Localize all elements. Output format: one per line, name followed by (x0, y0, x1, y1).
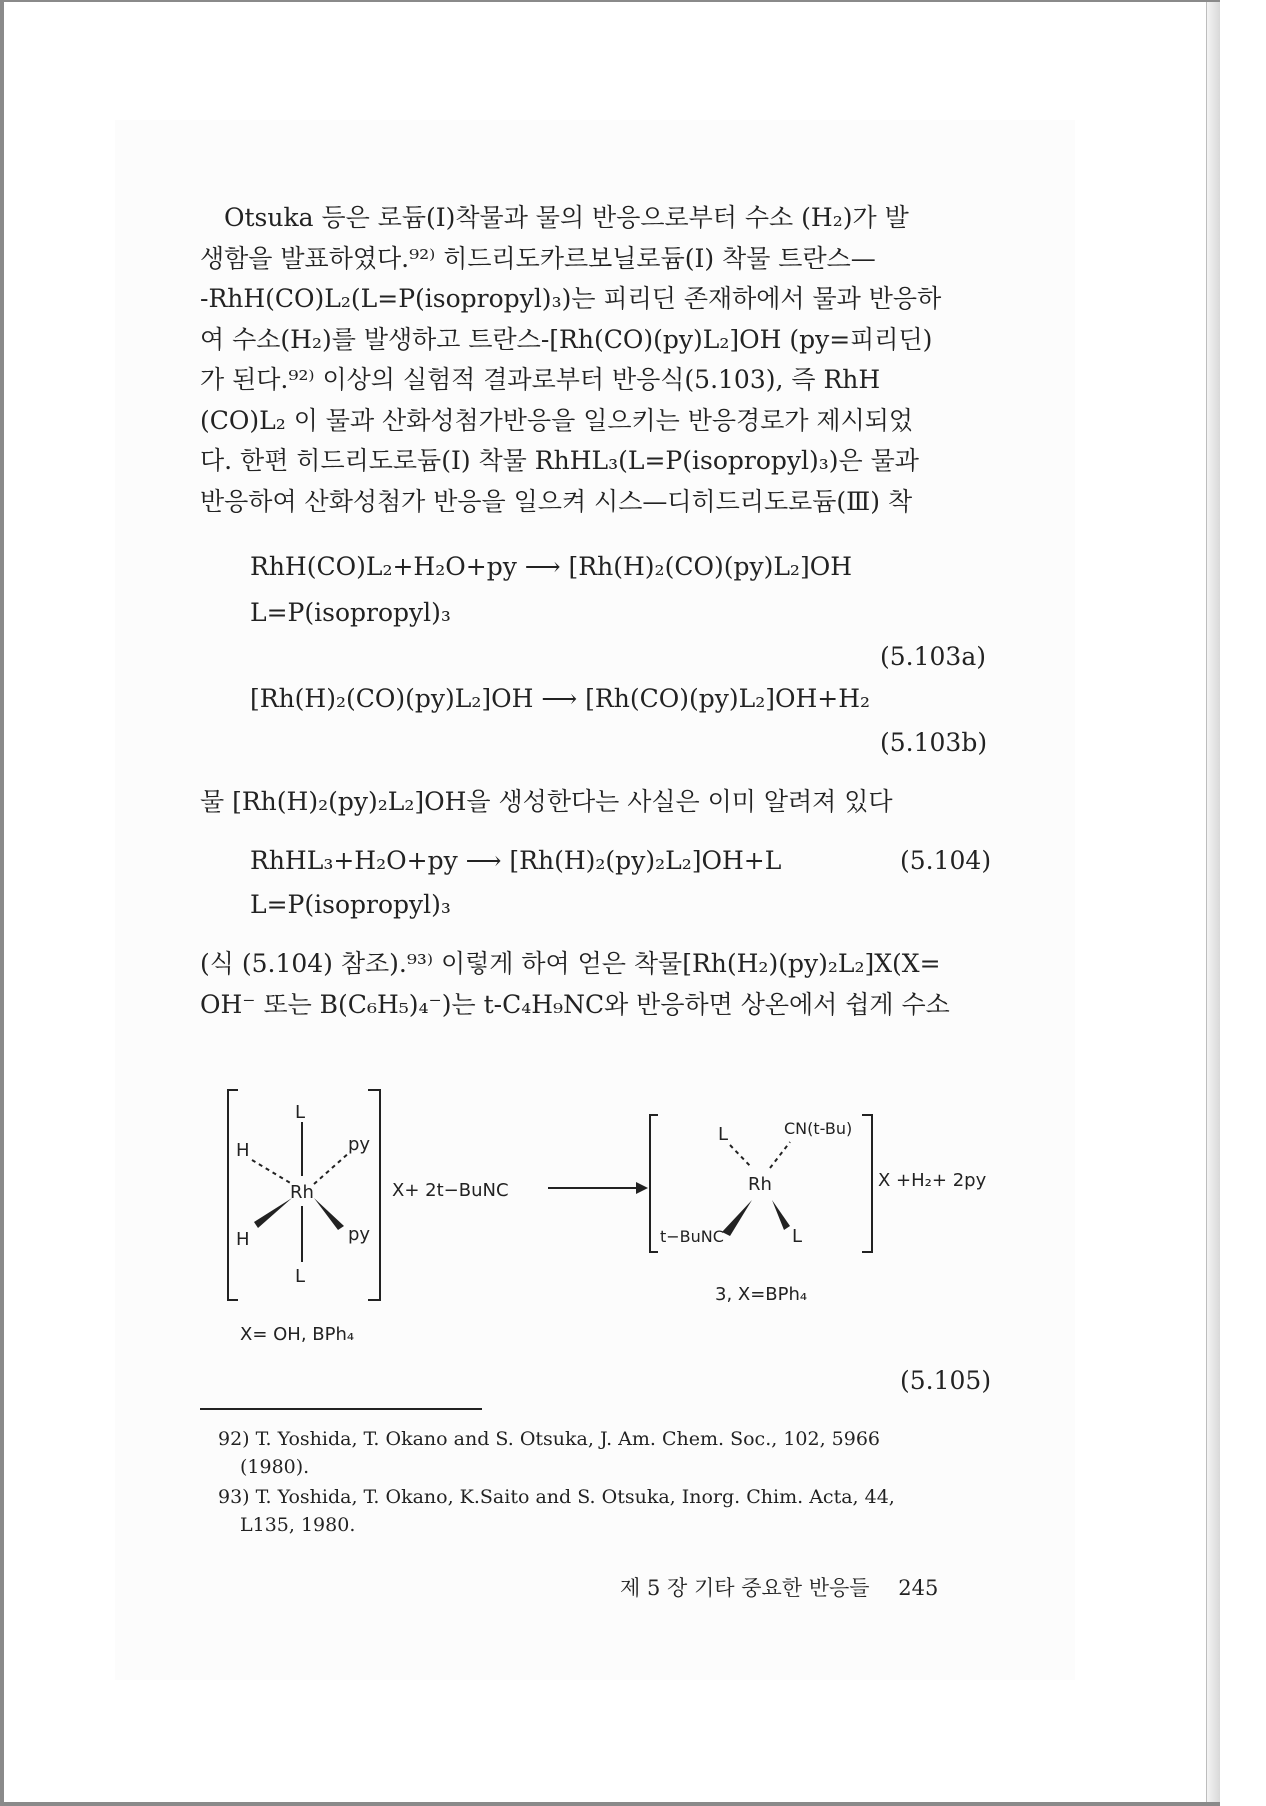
page-footer (620, 1572, 938, 1602)
bond-rh-cn-right (770, 1142, 790, 1168)
equation-103b-line1: [Rh(H)₂(CO)(py)L₂]OH ⟶ [Rh(CO)(py)L₂]OH+H₂ (250, 684, 871, 713)
paragraph-line: -RhH(CO)L₂(L=P(isopropyl)₃)는 피리딘 존재하에서 물과 반응하 (200, 284, 942, 313)
label-l-top: L (295, 1102, 306, 1123)
footnote-rule (200, 1408, 482, 1410)
paragraph-line: 반응하여 산화성첨가 반응을 일으켜 시스—디히드리도로듐(Ⅲ) 착 (200, 486, 913, 516)
wedge-bond-l-right (772, 1200, 790, 1230)
bond-rh-h-top (252, 1160, 292, 1184)
paragraph-line: 다. 한편 히드리도로듐(Ⅰ) 착물 RhHL₃(L=P(isopropyl)₃)은 물과 (200, 446, 919, 475)
paragraph-line: Otsuka 등은 로듐(Ⅰ)착물과 물의 반응으로부터 수소 (H₂)가 발 (224, 203, 909, 232)
equation-number-104: (5.104) (900, 846, 992, 875)
label-h-top: H (236, 1140, 250, 1161)
footnote-93-line1: 93) T. Yoshida, T. Okano, K.Saito and S. Otsuka, Inorg. Chim. Acta, 44, (218, 1486, 895, 1508)
right-bracket-close (862, 1115, 872, 1252)
footnote-92-line2: (1980). (240, 1456, 310, 1478)
paragraph-line: 가 된다.⁹²⁾ 이상의 실험적 결과로부터 반응식(5.103), 즉 RhH (200, 365, 881, 394)
left-caption: X= OH, BPh₄ (240, 1324, 355, 1345)
label-cn-tbu: CN(t-Bu) (784, 1119, 853, 1138)
footnote-92-line1: 92) T. Yoshida, T. Okano and S. Otsuka, J. Am. Chem. Soc., 102, 5966 (218, 1428, 881, 1450)
left-bracket-close (368, 1090, 380, 1300)
label-py-top: py (348, 1134, 371, 1155)
bond-rh-py-top (314, 1152, 350, 1184)
wedge-bond-h-bottom (254, 1198, 292, 1228)
right-caption: 3, X=BPh₄ (715, 1284, 808, 1305)
label-l-right-top: L (718, 1124, 729, 1145)
label-l-bottom: L (295, 1266, 306, 1287)
label-tbunc: t−BuNC (660, 1227, 724, 1246)
footnote-93-line2: L135, 1980. (240, 1514, 356, 1536)
equation-number-103a: (5.103a) (880, 642, 986, 671)
reagent-label: X+ 2t−BuNC (392, 1180, 509, 1201)
label-l-right-bottom: L (792, 1226, 803, 1247)
label-py-bottom: py (348, 1224, 371, 1245)
wedge-bond-py-bottom (314, 1198, 344, 1230)
paragraph-line: 여 수소(H₂)를 발생하고 트란스-[Rh(CO)(py)L₂]OH (py=피리딘) (200, 324, 933, 354)
page-number: 245 (898, 1576, 939, 1600)
left-bracket-open (228, 1090, 238, 1300)
paragraph-line: 물 [Rh(H)₂(py)₂L₂]OH을 생성한다는 사실은 이미 알려져 있다 (200, 787, 893, 816)
equation-103a-line2: L=P(isopropyl)₃ (250, 598, 451, 627)
right-bracket-open (650, 1115, 658, 1252)
equation-104-line1: RhHL₃+H₂O+py ⟶ [Rh(H)₂(py)₂L₂]OH+L (250, 846, 782, 875)
chapter-title: 제 5 장 기타 중요한 반응들 (620, 1576, 870, 1600)
equation-104-line2: L=P(isopropyl)₃ (250, 890, 451, 919)
paragraph-line: (식 (5.104) 참조).⁹³⁾ 이렇게 하여 얻은 착물[Rh(H₂)(py)₂L₂]X(X= (200, 949, 941, 978)
equation-103a-line1: RhH(CO)L₂+H₂O+py ⟶ [Rh(H)₂(CO)(py)L₂]OH (250, 552, 853, 581)
paragraph-line: 생함을 발표하였다.⁹²⁾ 히드리도카르보닐로듐(Ⅰ) 착물 트란스— (200, 243, 876, 273)
equation-number-103b: (5.103b) (880, 728, 988, 757)
arrow-head (636, 1182, 648, 1194)
label-rh-right: Rh (748, 1174, 772, 1195)
label-h-bottom: H (236, 1229, 250, 1250)
paragraph-line: OH⁻ 또는 B(C₆H₅)₄⁻)는 t-C₄H₉NC와 반응하면 상온에서 쉽게 수소 (200, 989, 950, 1019)
paragraph-line: (CO)L₂ 이 물과 산화성첨가반응을 일으키는 반응경로가 제시되었 (200, 405, 914, 435)
wedge-bond-tbunc (722, 1200, 752, 1236)
products-label: X +H₂+ 2py (878, 1170, 987, 1191)
bond-rh-l-right-top (730, 1145, 752, 1168)
equation-number-105: (5.105) (900, 1366, 992, 1395)
label-rh-left: Rh (290, 1182, 314, 1203)
